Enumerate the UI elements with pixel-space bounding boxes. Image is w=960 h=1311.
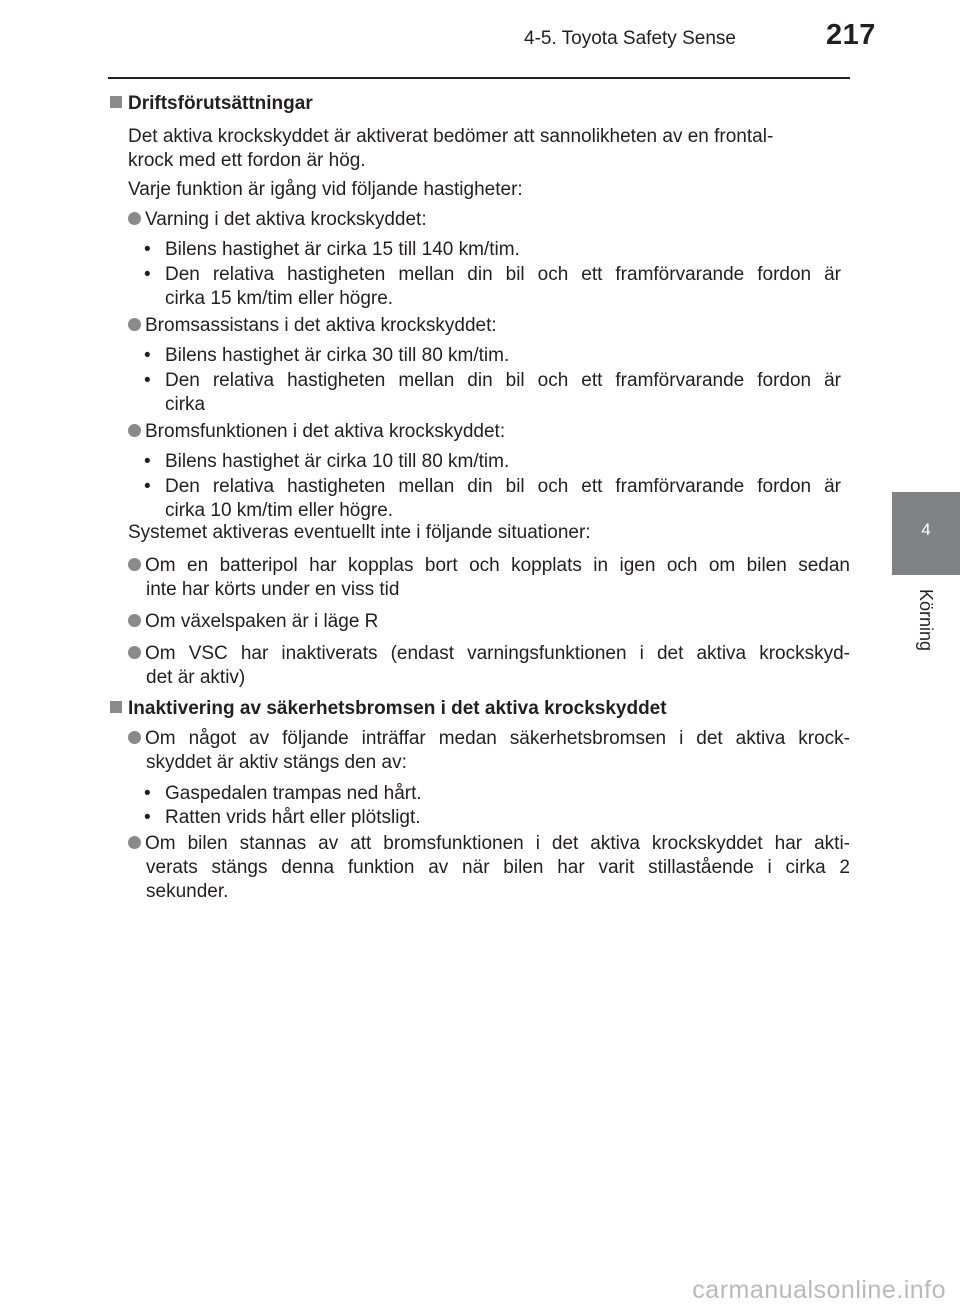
list-item-cont: inte har körts under en viss tid [146,579,400,600]
list-item-cont: det är aktiv) [146,667,246,688]
page-number: 217 [826,19,876,51]
sub-list-item: Bilens hastighet är cirka 30 till 80 km/tim. [165,345,510,366]
section-heading: Inaktivering av säkerhetsbromsen i det aktiva krockskyddet [110,697,667,721]
sub-list-item: Bilens hastighet är cirka 10 till 80 km/tim. [165,451,510,472]
chapter-number: 4 [921,520,931,539]
sub-list-item: Den relativa hastigheten mellan din bil och ett framförvarande fordon är [165,476,841,497]
circle-bullet-icon [128,731,141,744]
sub-list-item-cont: cirka 10 km/tim eller högre. [165,500,394,521]
bullet-marker: • [144,783,151,804]
circle-bullet-icon [128,212,141,225]
chapter-title: Körning [916,589,936,652]
bullet-marker: • [144,451,151,472]
sub-list-item: Bilens hastighet är cirka 15 till 140 km/tim. [165,239,520,260]
section-heading: Driftsförutsättningar [110,92,313,116]
section-title: 4-5. Toyota Safety Sense [524,28,736,49]
bullet-marker: • [144,239,151,260]
paragraph-line: krock med ett fordon är hög. [128,150,366,171]
sub-list-item-cont: cirka [165,394,206,415]
list-item: Varning i det aktiva krockskyddet: [128,208,427,232]
bullet-marker: • [144,370,151,391]
sub-list-item-cont: cirka 15 km/tim eller högre. [165,288,394,309]
bullet-marker: • [144,476,151,497]
sub-list-item: Ratten vrids hårt eller plötsligt. [165,807,421,828]
circle-bullet-icon [128,646,141,659]
bullet-marker: • [144,264,151,285]
circle-bullet-icon [128,836,141,849]
sub-list-item: Den relativa hastigheten mellan din bil och ett framförvarande fordon är [165,370,841,391]
list-item: Bromsfunktionen i det aktiva krockskyddet: [128,420,505,444]
paragraph-line: Varje funktion är igång vid följande hastigheter: [128,179,523,200]
list-item: Om växelspaken är i läge R [128,610,378,634]
list-item-cont: sekunder. [146,881,229,902]
chapter-tab [892,492,960,575]
circle-bullet-icon [128,558,141,571]
circle-bullet-icon [128,318,141,331]
paragraph-line: Systemet aktiveras eventuellt inte i följande situationer: [128,522,591,543]
list-item-cont: skyddet är aktiv stängs den av: [146,752,407,773]
list-item: Bromsassistans i det aktiva krockskyddet: [128,314,497,338]
list-item: Om en batteripol har kopplas bort och kopplats in igen och om bilen sedan [128,554,850,578]
list-item-cont: verats stängs denna funktion av när bilen har varit stillastående i cirka 2 [146,857,850,878]
watermark: carmanualsonline.info [692,1276,946,1304]
circle-bullet-icon [128,614,141,627]
header-divider [108,77,850,79]
bullet-marker: • [144,345,151,366]
bullet-marker: • [144,807,151,828]
chapter-label [892,589,960,669]
circle-bullet-icon [128,424,141,437]
list-item: Om något av följande inträffar medan säkerhetsbromsen i det aktiva krock- [128,727,850,751]
list-item: Om VSC har inaktiverats (endast varningsfunktionen i det aktiva krockskyd- [128,642,850,666]
sub-list-item: Gaspedalen trampas ned hårt. [165,783,422,804]
square-bullet-icon [110,701,122,713]
list-item: Om bilen stannas av att bromsfunktionen i det aktiva krockskyddet har akti- [128,832,850,856]
sub-list-item: Den relativa hastigheten mellan din bil och ett framförvarande fordon är [165,264,841,285]
square-bullet-icon [110,96,122,108]
paragraph-line: Det aktiva krockskyddet är aktiverat bedömer att sannolikheten av en frontal- [128,126,774,147]
